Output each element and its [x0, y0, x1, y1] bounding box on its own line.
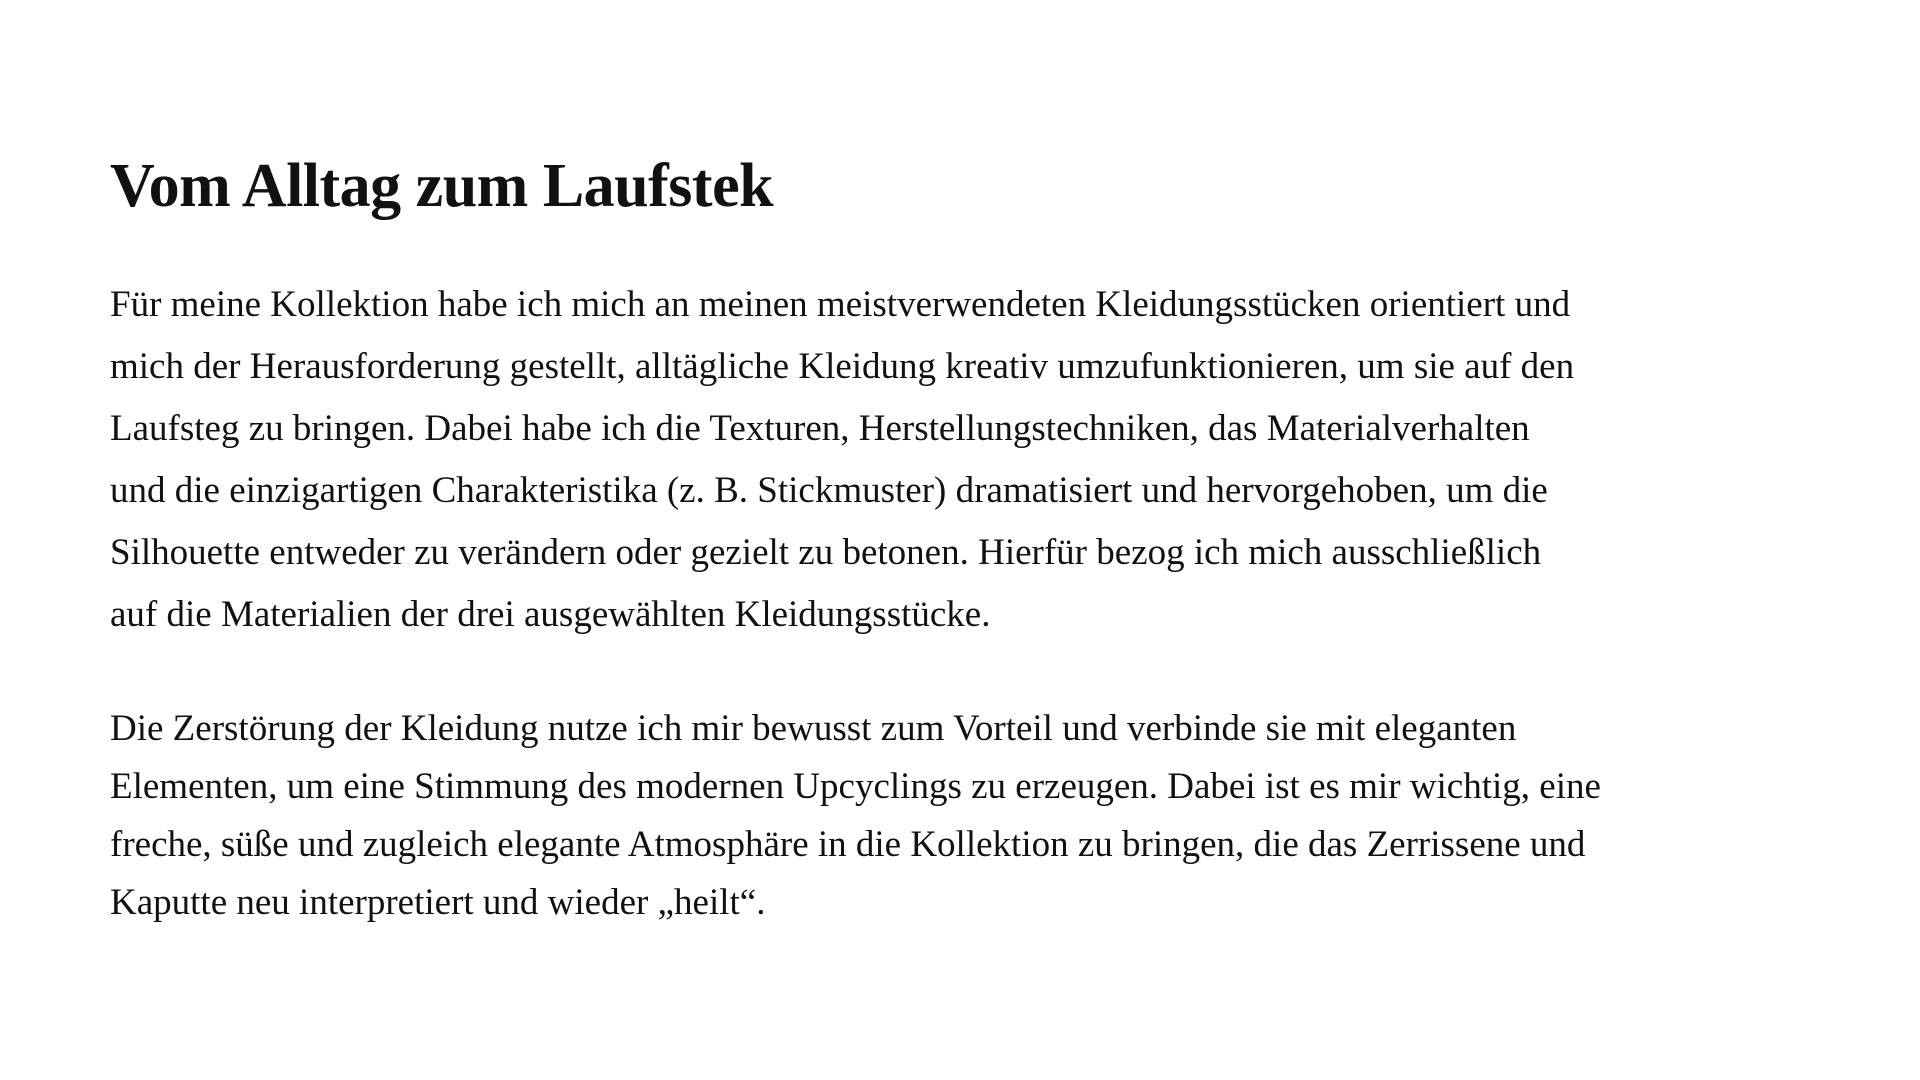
text-line: freche, süße und zugleich elegante Atmosphäre in die Kollektion zu bringen, die das Zerrissene und [110, 824, 1586, 865]
text-line: Laufsteg zu bringen. Dabei habe ich die Texturen, Herstellungstechniken, das Materialverhalten [110, 408, 1530, 449]
text-line: auf die Materialien der drei ausgewählten Kleidungsstücke. [110, 594, 991, 635]
text-line: Kaputte neu interpretiert und wieder „heilt“. [110, 882, 766, 923]
text-line: mich der Herausforderung gestellt, alltägliche Kleidung kreativ umzufunktionieren, um sie auf den [110, 346, 1575, 387]
text-line: und die einzigartigen Charakteristika (z. B. Stickmuster) dramatisiert und hervorgehoben, um die [110, 470, 1548, 511]
paragraph-1 [110, 274, 1574, 646]
page-title: Vom Alltag zum Laufstek [110, 152, 774, 220]
text-line: Silhouette entweder zu verändern oder gezielt zu betonen. Hierfür bezog ich mich ausschließlich [110, 532, 1542, 573]
text-line: Für meine Kollektion habe ich mich an meinen meistverwendeten Kleidungsstücken orientiert und [110, 284, 1571, 325]
text-line: Die Zerstörung der Kleidung nutze ich mir bewusst zum Vorteil und verbinde sie mit eleganten [110, 708, 1517, 749]
paragraph-2 [110, 700, 1601, 932]
text-line: Elementen, um eine Stimmung des modernen Upcyclings zu erzeugen. Dabei ist es mir wichtig, eine [110, 766, 1601, 807]
